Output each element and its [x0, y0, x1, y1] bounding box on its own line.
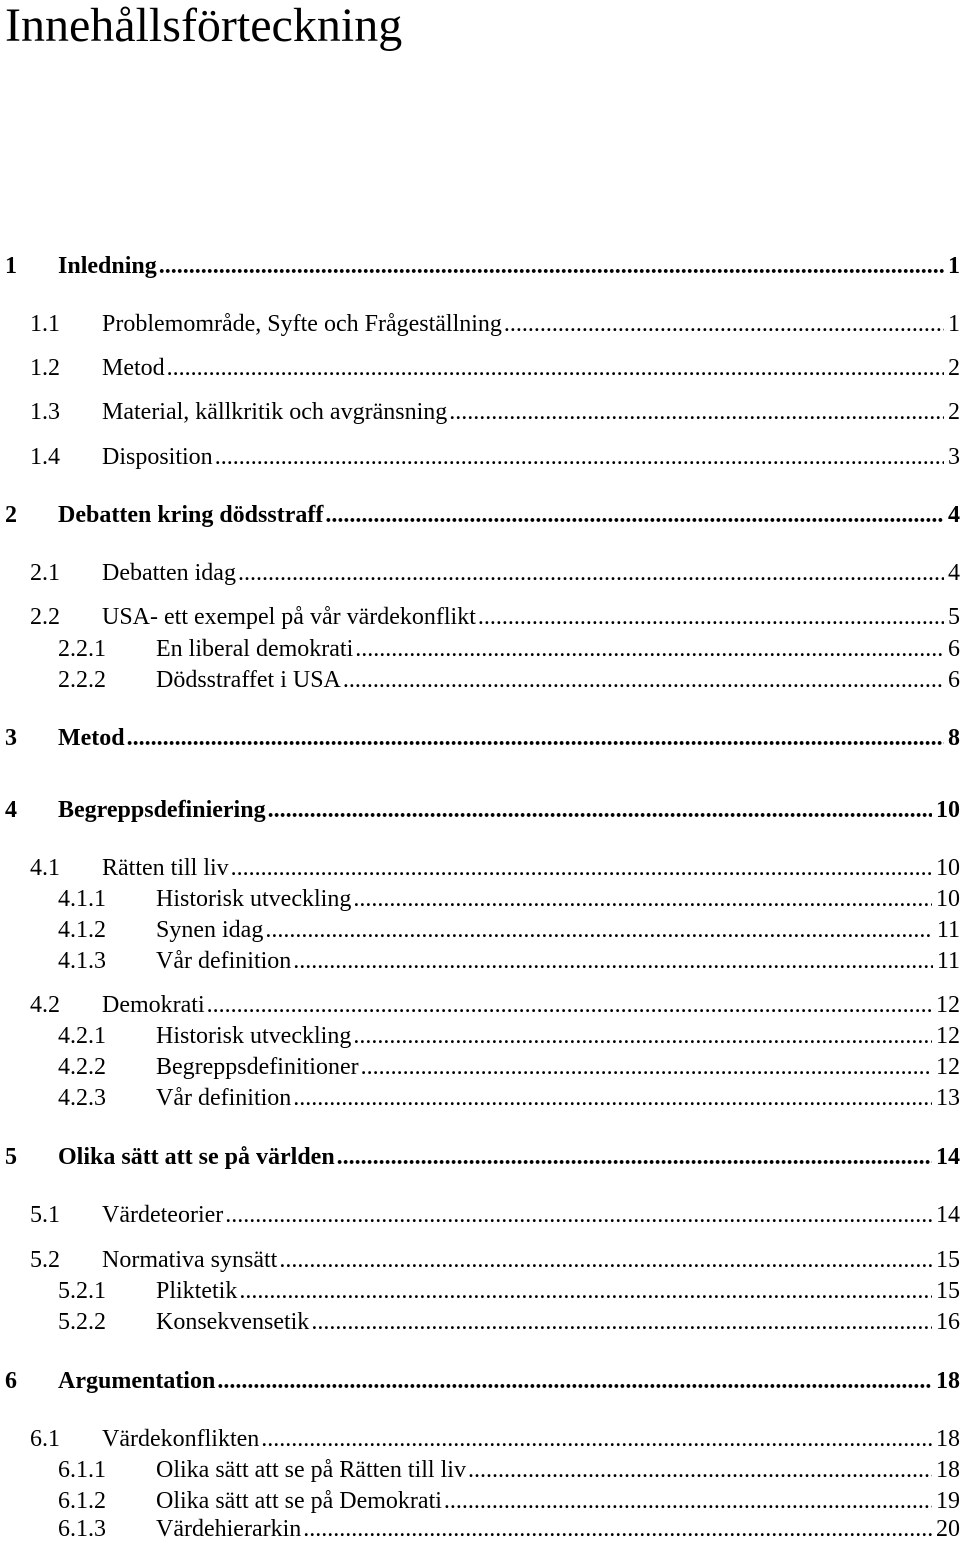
toc-entry-label: Rätten till liv — [102, 855, 229, 881]
toc-entry-number: 5 — [5, 1144, 17, 1170]
toc-leader-dots — [468, 1455, 932, 1485]
toc-entry-label: Olika sätt att se på Rätten till liv — [156, 1457, 466, 1483]
toc-entry-label: Debatten idag — [102, 560, 236, 586]
toc-entry[interactable] — [0, 558, 960, 588]
toc-entry-number: 4.1.3 — [58, 948, 106, 974]
toc-leader-dots — [353, 884, 932, 914]
toc-entry-number: 5.2.2 — [58, 1309, 106, 1335]
toc-entry-page: 3 — [948, 444, 960, 470]
toc-entry-label: Vår definition — [156, 948, 292, 974]
toc-entry-label: Värdeteorier — [102, 1202, 224, 1228]
toc-entry[interactable] — [0, 500, 960, 530]
toc-leader-dots — [239, 1276, 932, 1306]
toc-entry-page: 6 — [948, 636, 960, 662]
toc-entry-number: 6.1 — [30, 1426, 60, 1452]
toc-entry[interactable] — [0, 309, 960, 339]
toc-entry-page: 14 — [936, 1202, 960, 1228]
toc-entry-label: Debatten kring dödsstraff — [58, 502, 324, 528]
toc-entry-label: Begreppsdefinitioner — [156, 1054, 359, 1080]
toc-entry-page: 2 — [948, 355, 960, 381]
toc-entry-number: 1.4 — [30, 444, 60, 470]
toc-entry-page: 10 — [936, 797, 960, 823]
toc-entry[interactable] — [0, 1366, 960, 1396]
toc-entry-number: 5.2 — [30, 1247, 60, 1273]
toc-entry-number: 1.2 — [30, 355, 60, 381]
toc-leader-dots — [207, 990, 932, 1020]
toc-entry-number: 4.2 — [30, 992, 60, 1018]
toc-entry-label: Normativa synsätt — [102, 1247, 278, 1273]
toc-entry-page: 5 — [948, 604, 960, 630]
toc-leader-dots — [167, 353, 944, 383]
toc-entry[interactable] — [0, 1200, 960, 1230]
toc-leader-dots — [303, 1514, 932, 1544]
toc-entry[interactable] — [0, 1424, 960, 1454]
toc-entry-page: 1 — [948, 253, 960, 279]
toc-entry-number: 4 — [5, 797, 17, 823]
toc-entry-number: 6 — [5, 1368, 17, 1394]
toc-entry[interactable] — [0, 1142, 960, 1172]
toc-leader-dots — [355, 634, 944, 664]
toc-entry[interactable] — [0, 634, 960, 664]
toc-entry-number: 2.2.2 — [58, 667, 106, 693]
toc-leader-dots — [444, 1486, 932, 1516]
toc-entry-number: 2.2 — [30, 604, 60, 630]
toc-entry[interactable] — [0, 1276, 960, 1306]
toc-leader-dots — [361, 1052, 932, 1082]
toc-entry-page: 11 — [936, 917, 960, 943]
toc-entry-number: 4.1.1 — [58, 886, 106, 912]
toc-entry-label: Olika sätt att se på världen — [58, 1144, 335, 1170]
toc-entry[interactable] — [0, 442, 960, 472]
toc-entry-page: 18 — [936, 1368, 960, 1394]
toc-leader-dots — [231, 853, 932, 883]
toc-entry-page: 18 — [936, 1426, 960, 1452]
toc-entry-page: 2 — [948, 399, 960, 425]
toc-entry[interactable] — [0, 1245, 960, 1275]
toc-entry-page: 10 — [936, 886, 960, 912]
toc-entry-label: Disposition — [102, 444, 213, 470]
toc-entry[interactable] — [0, 397, 960, 427]
toc-entry[interactable] — [0, 1455, 960, 1485]
toc-entry-number: 1.1 — [30, 311, 60, 337]
toc-leader-dots — [225, 1200, 932, 1230]
toc-entry-label: Metod — [102, 355, 165, 381]
toc-entry-number: 2.1 — [30, 560, 60, 586]
toc-entry[interactable] — [0, 1083, 960, 1113]
toc-leader-dots — [311, 1307, 932, 1337]
toc-entry-page: 20 — [936, 1516, 960, 1542]
toc-entry-number: 4.2.3 — [58, 1085, 106, 1111]
toc-entry[interactable] — [0, 1486, 960, 1516]
toc-leader-dots — [293, 946, 933, 976]
toc-leader-dots — [261, 1424, 932, 1454]
toc-entry[interactable] — [0, 1052, 960, 1082]
toc-entry-number: 5.1 — [30, 1202, 60, 1228]
toc-entry-page: 12 — [936, 992, 960, 1018]
toc-entry-page: 15 — [936, 1247, 960, 1273]
toc-entry-label: Synen idag — [156, 917, 264, 943]
toc-entry-page: 8 — [948, 725, 960, 751]
toc-leader-dots — [265, 915, 933, 945]
toc-entry-page: 16 — [936, 1309, 960, 1335]
toc-entry[interactable] — [0, 1514, 960, 1544]
toc-entry[interactable] — [0, 990, 960, 1020]
toc-leader-dots — [238, 558, 944, 588]
toc-entry-page: 6 — [948, 667, 960, 693]
toc-leader-dots — [325, 500, 944, 530]
toc-entry[interactable] — [0, 723, 960, 753]
toc-leader-dots — [293, 1083, 932, 1113]
toc-entry-number: 6.1.3 — [58, 1516, 106, 1542]
toc-entry[interactable] — [0, 1021, 960, 1051]
toc-entry-page: 12 — [936, 1023, 960, 1049]
toc-entry-number: 4.2.2 — [58, 1054, 106, 1080]
toc-leader-dots — [343, 665, 944, 695]
toc-leader-dots — [268, 795, 932, 825]
toc-leader-dots — [504, 309, 944, 339]
toc-entry-number: 5.2.1 — [58, 1278, 106, 1304]
toc-entry[interactable] — [0, 915, 960, 945]
toc-leader-dots — [217, 1366, 932, 1396]
toc-entry-number: 6.1.1 — [58, 1457, 106, 1483]
toc-entry-label: Material, källkritik och avgränsning — [102, 399, 448, 425]
toc-leader-dots — [449, 397, 944, 427]
toc-entry-label: Konsekvensetik — [156, 1309, 310, 1335]
toc-entry-label: Problemområde, Syfte och Frågeställning — [102, 311, 502, 337]
toc-entry-label: Inledning — [58, 253, 157, 279]
toc-entry-page: 14 — [936, 1144, 960, 1170]
toc-entry[interactable] — [0, 602, 960, 632]
toc-entry-label: Historisk utveckling — [156, 886, 352, 912]
toc-entry-page: 19 — [936, 1488, 960, 1514]
toc-entry-page: 4 — [948, 560, 960, 586]
toc-entry[interactable] — [0, 353, 960, 383]
toc-entry-label: Pliktetik — [156, 1278, 238, 1304]
toc-entry[interactable] — [0, 1307, 960, 1337]
toc-entry[interactable] — [0, 884, 960, 914]
toc-entry-label: En liberal demokrati — [156, 636, 354, 662]
toc-entry-label: Historisk utveckling — [156, 1023, 352, 1049]
toc-leader-dots — [478, 602, 944, 632]
toc-entry-number: 4.2.1 — [58, 1023, 106, 1049]
toc-entry-label: Värdehierarkin — [156, 1516, 302, 1542]
toc-entry-page: 12 — [936, 1054, 960, 1080]
toc-entry-page: 10 — [936, 855, 960, 881]
toc-entry-number: 4.1.2 — [58, 917, 106, 943]
page-title: Innehållsförteckning — [5, 0, 403, 52]
toc-leader-dots — [215, 442, 944, 472]
toc-entry[interactable] — [0, 946, 960, 976]
toc-entry-number: 6.1.2 — [58, 1488, 106, 1514]
toc-entry-page: 11 — [936, 948, 960, 974]
toc-entry[interactable] — [0, 795, 960, 825]
toc-entry-label: Metod — [58, 725, 125, 751]
toc-entry-label: Värdekonflikten — [102, 1426, 260, 1452]
toc-entry-number: 2 — [5, 502, 17, 528]
toc-entry-label: Olika sätt att se på Demokrati — [156, 1488, 442, 1514]
toc-entry-label: Vår definition — [156, 1085, 292, 1111]
toc-entry-number: 1.3 — [30, 399, 60, 425]
toc-leader-dots — [279, 1245, 932, 1275]
toc-entry-label: Argumentation — [58, 1368, 216, 1394]
toc-entry-page: 13 — [936, 1085, 960, 1111]
toc-entry[interactable] — [0, 665, 960, 695]
toc-entry[interactable] — [0, 251, 960, 281]
toc-entry-page: 1 — [948, 311, 960, 337]
toc-entry-number: 3 — [5, 725, 17, 751]
toc-leader-dots — [127, 723, 944, 753]
toc-entry-page: 4 — [948, 502, 960, 528]
toc-leader-dots — [353, 1021, 932, 1051]
toc-entry-label: Dödsstraffet i USA — [156, 667, 341, 693]
toc-entry-number: 4.1 — [30, 855, 60, 881]
toc-entry-page: 15 — [936, 1278, 960, 1304]
toc-entry-number: 1 — [5, 253, 17, 279]
toc-leader-dots — [337, 1142, 932, 1172]
toc-entry-page: 18 — [936, 1457, 960, 1483]
toc-entry-number: 2.2.1 — [58, 636, 106, 662]
toc-entry-label: USA- ett exempel på vår värdekonflikt — [102, 604, 476, 630]
toc-entry[interactable] — [0, 853, 960, 883]
toc-leader-dots — [159, 251, 944, 281]
toc-entry-label: Demokrati — [102, 992, 205, 1018]
toc-entry-label: Begreppsdefiniering — [58, 797, 266, 823]
